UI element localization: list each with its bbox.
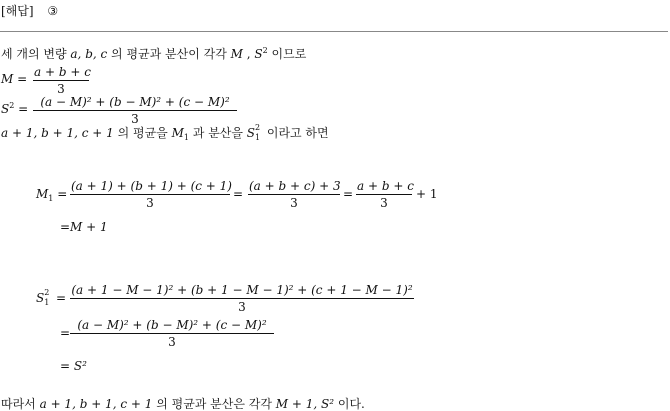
- intro-line: [1, 48, 306, 60]
- s1-frac2-num: (a − M)² + (b − M)² + (c − M)²: [77, 318, 267, 332]
- s1-frac1-den: 3: [238, 300, 246, 314]
- s1-frac2-den: 3: [168, 335, 176, 349]
- def-var-numerator: (a − M)² + (b − M)² + (c − M)²: [40, 95, 230, 109]
- transform-text-c: 이라고 하면: [263, 126, 329, 140]
- s1-frac1-num: (a + 1 − M − 1)² + (b + 1 − M − 1)² + (c + 1 − M − 1)²: [71, 283, 413, 297]
- def-var-fraction: [33, 96, 237, 125]
- s1-step3: = S²: [60, 359, 87, 373]
- m1-frac1-num: (a + 1) + (b + 1) + (c + 1): [71, 179, 232, 193]
- m1-tail: + 1: [416, 187, 438, 201]
- transform-text-b: 과 분산을: [188, 126, 247, 140]
- def-mean-denominator: 3: [57, 82, 65, 96]
- def-var-exponent: 2: [9, 101, 15, 110]
- def-mean-numerator: a + b + c: [34, 65, 91, 79]
- intro-var-exponent: 2: [262, 46, 268, 55]
- s1-supsub: 2 1: [44, 288, 50, 307]
- conclusion-text-c: 이다.: [334, 397, 365, 411]
- conclusion-vars: a + 1, b + 1, c + 1: [39, 397, 153, 411]
- s1-lhs: S 2 1 =: [36, 288, 67, 307]
- intro-comma: ,: [242, 47, 255, 61]
- m1-frac1-den: 3: [146, 196, 154, 210]
- transform-text-a: 의 평균을: [113, 126, 172, 140]
- m1-frac2-num: (a + b + c) + 3: [249, 179, 341, 193]
- intro-text-c: 이므로: [267, 47, 307, 61]
- m1-eq-2: =: [233, 187, 244, 201]
- m1-frac2-den: 3: [290, 196, 298, 210]
- m1-fraction-1: [70, 180, 230, 209]
- header-divider: [0, 31, 668, 32]
- answer-choice: ③: [47, 4, 59, 18]
- answer-label: [해답]: [1, 4, 34, 18]
- intro-vars: a, b, c: [70, 47, 108, 61]
- m1-symbol: M: [36, 187, 49, 201]
- m1-frac3-den: 3: [380, 196, 388, 210]
- transform-vars: a + 1, b + 1, c + 1: [1, 126, 114, 140]
- intro-var-symbol: S: [254, 47, 263, 61]
- intro-text-b: 의 평균과 분산이 각각: [107, 47, 231, 61]
- transform-var-symbol: S: [246, 126, 256, 140]
- m1-fraction-3: [356, 180, 412, 209]
- m1-eq: =: [57, 187, 68, 201]
- s1-eq-2: =: [60, 326, 71, 340]
- answer-header: [1, 5, 58, 17]
- m1-fraction-2: [248, 180, 340, 209]
- def-var-lhs: $S^2$ =: [1, 101, 29, 116]
- s1-symbol: S: [36, 291, 45, 305]
- conclusion-text-b: 의 평균과 분산은 각각: [152, 397, 276, 411]
- conclusion-line: [1, 398, 365, 410]
- transform-var-supsub: 2 1: [255, 123, 261, 142]
- def-var-symbol: S: [1, 102, 10, 116]
- s1-fraction-1: [70, 284, 414, 313]
- def-mean-lhs: M =: [1, 72, 28, 86]
- transform-mean-symbol: M: [171, 126, 184, 140]
- m1-step2: =M + 1: [60, 220, 108, 234]
- transform-mean-subscript: 1: [183, 133, 189, 142]
- def-mean-fraction: [33, 66, 89, 95]
- conclusion-text-a: 따라서: [1, 397, 40, 411]
- s1-fraction-2: [70, 319, 274, 348]
- conclusion-mean: M + 1,: [275, 397, 318, 411]
- m1-eq-3: =: [343, 187, 354, 201]
- conclusion-var: S²: [317, 397, 335, 411]
- def-var-denominator: 3: [131, 112, 139, 126]
- intro-text-a: 세 개의 변량: [1, 47, 71, 61]
- transform-line: [1, 123, 329, 142]
- m1-frac3-num: a + b + c: [357, 179, 414, 193]
- intro-mean-symbol: M: [230, 47, 243, 61]
- m1-subscript: 1: [48, 194, 54, 203]
- m1-lhs: [36, 187, 68, 203]
